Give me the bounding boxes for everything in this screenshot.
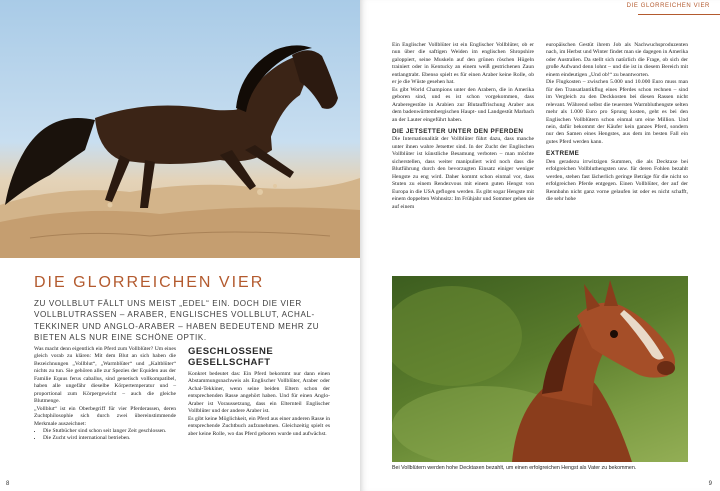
page-number: 8 (6, 481, 10, 487)
left-text-column-2 (188, 346, 330, 438)
list-item: • Die Stutbücher sind schon seit langer Zeit geschlossen. (43, 428, 176, 435)
running-header: DIE GLORREICHEN VIER (626, 3, 710, 9)
bullet-list (34, 428, 176, 443)
paragraph: Was macht denn eigentlich ein Pferd zum Vollblüter? Um eines gleich vorab zu klären: Mit dem Blut an sich haben die Bezeichnungen „Vollblut“, „Warmblüter“ und „Kaltblüter“ nichts zu tun. Sie gehören alle zur Spezies der Equiden aus der Familie Equus ferus caballus, sind genetisch vollkompatibel, haben alle ungefähr dieselbe Körpertemperatur und – proportional zum Körpergewicht – auch die gleiche Blutmenge. (34, 346, 176, 405)
left-text-column-1 (34, 346, 176, 443)
photo-caption: Bei Vollblütern werden hohe Decktaxen bezahlt, um einen erfolgreichen Hengst als Vater zu bekommen. (392, 465, 637, 471)
page-number: 9 (708, 481, 712, 487)
arabian-horse-photo (0, 0, 360, 258)
section-heading: DIE JETSETTER UNTER DEN PFERDEN (392, 127, 524, 135)
list-item: • Die Zucht wird international betrieben. (43, 435, 176, 442)
lead-paragraph: ZU VOLLBLUT FÄLLT UNS MEIST „EDEL“ EIN. DOCH DIE VIER VOLLBLUTRASSEN – ARABER, ENGLISCHES VOLLBLUT, ACHAL-TEKKINER UND ANGLO-ARABER – HABEN BEDEUTEND MEHR ZU BIETEN ALS NUR EINE SCHÖNE OPTIK. (34, 299, 320, 342)
right-text-column-2 (546, 42, 688, 204)
paragraph: Ein Englischer Vollblüter ist ein Englischer Vollblüter, ob er nun über die saftigen Weiden im englischen Shropshire galoppiert, seine Muskeln auf den grünen röschen Hügeln trainiert oder in Kentucky an einem weiß gestrichenen Zaun entlangtrabt. Ebenso spielt es für einen Araber keine Rolle, ob er je die Wüste gesehen hat. (392, 42, 534, 86)
chapter-title: DIE GLORREICHEN VIER (34, 274, 265, 291)
paragraph: europäischen Gestüt ihrem Job als Nachwuchsproduzenten nach, im Herbst und Winter findet man sie dagegen in Amerika oder Australien. Da stellt sich natürlich die Frage, ob sich der große Aufwand denn lohnt – und die ist in diesem Bereich mit einem eindeutigen „Und ob!“ zu beantworten. (546, 42, 688, 78)
paragraph: „Vollblut“ ist ein Oberbegriff für vier Pferderassen, deren Zuchtphilosophie sich durch zwei übereinstimmende Merkmale auszeichnet: (34, 405, 176, 427)
header-rule (638, 14, 720, 15)
right-page (360, 0, 720, 491)
right-text-column-1 (392, 42, 534, 211)
foal-illustration (392, 276, 688, 462)
section-heading: GESCHLOSSENE GESELLSCHAFT (188, 346, 274, 368)
paragraph: Die Flugkosten – zwischen 5.000 und 10.000 Euro muss man für den Transatlantikflug eines Pferdes schon rechnen – sind im Vergleich zu den Deckkosten bei diesen Rassen nicht relevant. Während selbst die teuersten Warmbluthengste selten mehr als 1.000 Euro pro Sprung kosten, geht es bei den Englischen Vollblütern schon einmal um eine Million. Und nein, dafür bekommt der Käufer kein ganzes Pferd, sondern nur den Samen eines Hengstes, aus dem im besten Fall ein gutes Pferd werden kann. (546, 79, 688, 145)
paragraph: Den geradezu irrwitzigen Summen, die als Decktaxe bei erfolgreichen Vollbluthengsten usw. für deren Fohlen bezahlt werden, stehen fast lächerlich geringe Beträge für die nicht so erfolgreichen Pferde entgegen. Einen Vollblüter, der auf der Rennbahn nicht ganz vorne gelaufen ist oder es nicht schafft, die sehr hohe (546, 158, 688, 203)
section-heading: EXTREME (546, 150, 580, 158)
paragraph: Konkret bedeutet das: Ein Pferd bekommt nur dann einen Abstammungsnachweis als Englischer Vollblüter, Araber oder Achal-Tekkiner, wenn seine beiden Eltern schon der entsprechenden Rasse angehört haben. Und für einen Anglo-Araber ist Voraussetzung, dass ein Elternteil Englischer Vollblüter und der andere Araber ist. (188, 371, 330, 415)
paragraph: Es gibt keine Möglichkeit, ein Pferd aus einer anderen Rasse in entsprechende Zuchtbuch aufzunehmen. Gleichzeitig spielt es aber keine Rolle, wo das Pferd geboren wurde und aufwächst. (188, 415, 330, 437)
foal-photo (392, 276, 688, 462)
horse-illustration (0, 0, 360, 258)
paragraph: Es gibt World Champions unter den Arabern, die in Amerika geboren sind, und es ist schon vorgekommen, dass Araberegestüte in Arabien zur Blutauffrischung Araber aus dem badenwürttembergischen Haupt- und Landgestüt Marbach an der Lauter eingeführt haben. (392, 86, 534, 123)
paragraph: Die Internationalität der Vollblüter führt dazu, dass manche unter ihnen wahre Jetsetter sind. In der Zucht der Englischen Vollblüter ist künstliche Besamung verboten – man möchte sicherstellen, dass weiter manipuliert wird noch dass die Blutführung durch den bevorzugten Einsatz einiger weniger Hengste zu eng wird. Daher kommt schon einmal vor, dass Stuten zu einem Rendezvous mit einem guten Hengst von Europa in die USA geflogen werden. Es gibt sogar Hengste mit einem doppelten Wohnsitz: Im Frühjahr und Sommer gehen sie auf einem (392, 136, 534, 210)
